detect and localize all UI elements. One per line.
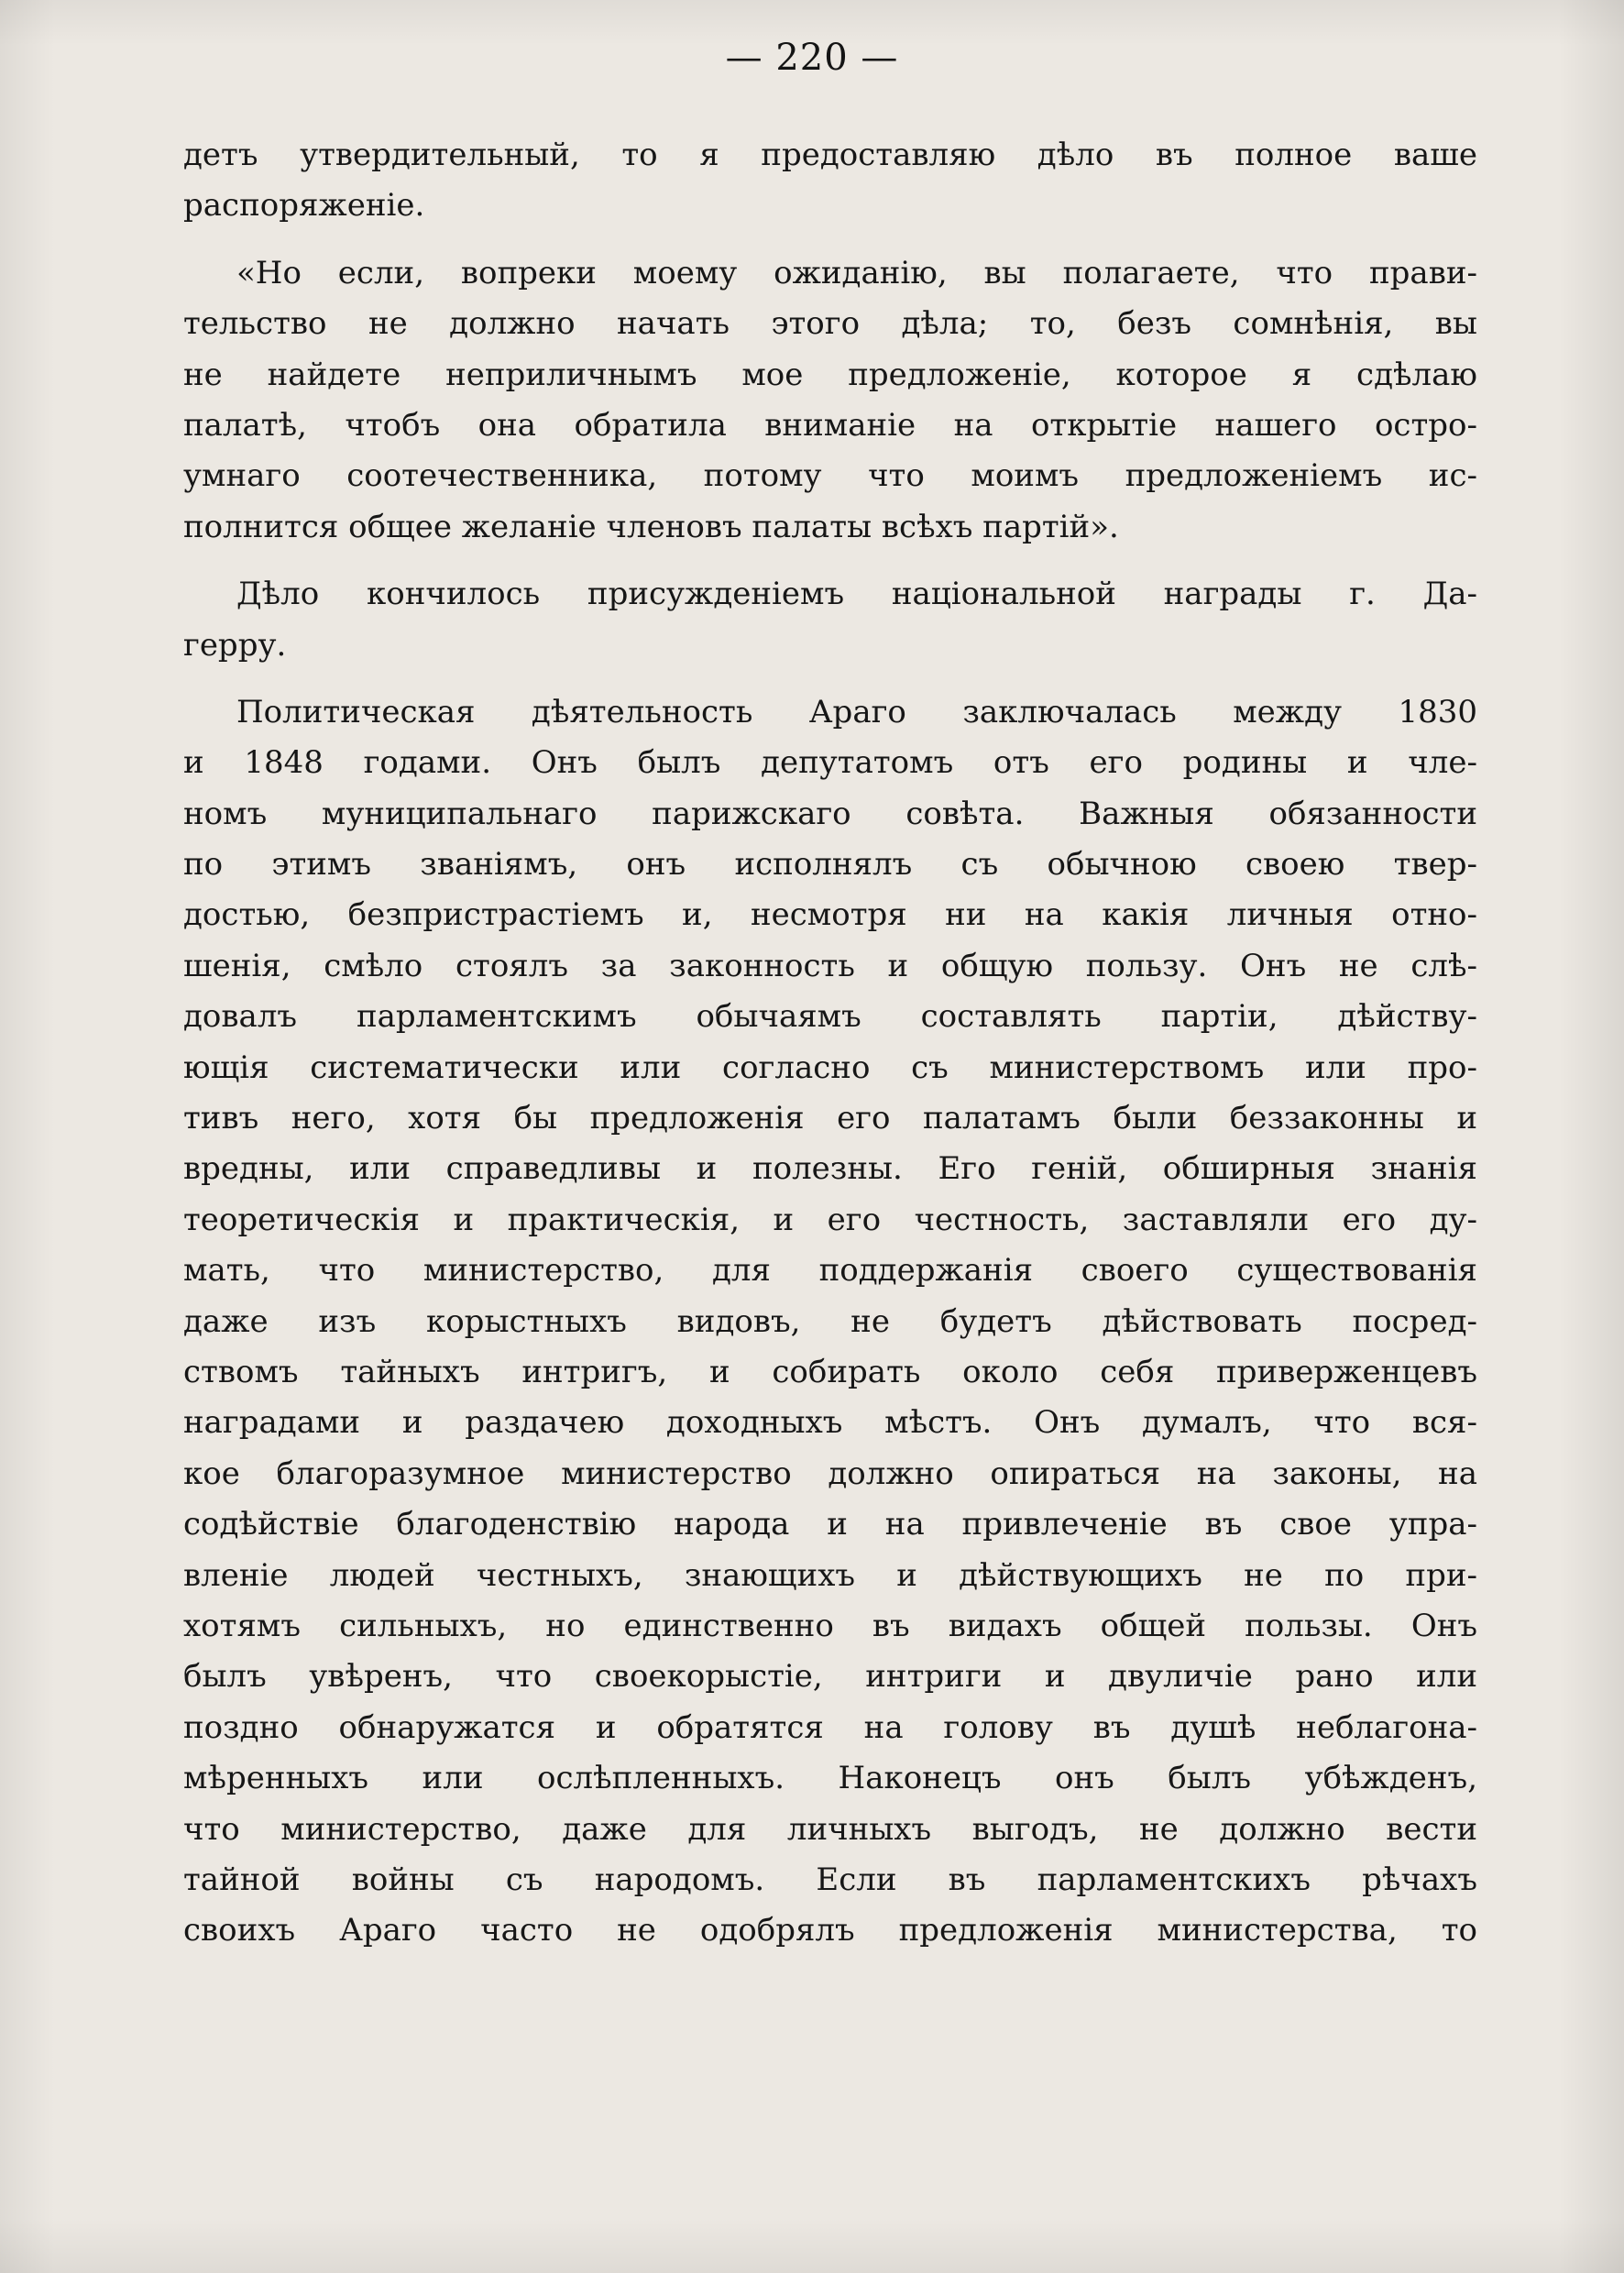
text-line: вленіе людей честныхъ, знающихъ и дѣйствующихъ не по при- — [183, 1556, 1477, 1594]
text-line: былъ увѣренъ, что своекорыстіе, интриги и двуличіе рано или — [183, 1658, 1477, 1696]
text-line: шенія, смѣло стоялъ за законность и общую пользу. Онъ не слѣ- — [183, 947, 1477, 984]
text-line: герру. — [183, 626, 287, 664]
text-line: и 1848 годами. Онъ былъ депутатомъ отъ его родины и чле- — [183, 744, 1477, 782]
text-line: своихъ Араго часто не одобрялъ предложенія министерства, то — [183, 1912, 1477, 1949]
text-line: «Но если, вопреки моему ожиданію, вы полагаете, что прави- — [236, 254, 1477, 291]
text-line: достью, безпристрастіемъ и, несмотря ни на какія личныя отно- — [183, 896, 1477, 934]
page-number: — 220 — — [725, 37, 899, 79]
text-line: тивъ него, хотя бы предложенія его палатамъ были беззаконны и — [183, 1100, 1477, 1137]
paragraph-political-activity — [183, 687, 1477, 1957]
text-line: вредны, или справедливы и полезны. Его геній, обширныя знанія — [183, 1150, 1477, 1188]
text-line: содѣйствіе благоденствію народа и на привлеченіе въ свое упра- — [183, 1506, 1477, 1543]
text-line: номъ муниципальнаго парижскаго совѣта. Важныя обязанности — [183, 795, 1477, 832]
text-line: наградами и раздачею доходныхъ мѣстъ. Онъ думалъ, что вся- — [183, 1404, 1477, 1442]
text-line: по этимъ званіямъ, онъ исполнялъ съ обычною своею твер- — [183, 846, 1477, 884]
page-body — [183, 130, 1477, 1973]
text-line: довалъ парламентскимъ обычаямъ составлять партіи, дѣйству- — [183, 998, 1477, 1036]
paragraph-daguerre — [183, 569, 1477, 671]
text-line: Дѣло кончилось присужденіемъ національной награды г. Да- — [236, 576, 1477, 613]
text-line: что министерство, даже для личныхъ выгодъ, не должно вести — [183, 1810, 1477, 1848]
text-line: хотямъ сильныхъ, но единственно въ видахъ общей пользы. Онъ — [183, 1607, 1477, 1644]
text-line: мѣренныхъ или ослѣпленныхъ. Наконецъ онъ былъ убѣжденъ, — [183, 1760, 1477, 1797]
text-line: тельство не должно начать этого дѣла; то, безъ сомнѣнія, вы — [183, 305, 1477, 343]
text-line: кое благоразумное министерство должно опираться на законы, на — [183, 1455, 1477, 1492]
text-line: детъ утвердительный, то я предоставляю дѣло въ полное ваше — [183, 137, 1477, 173]
text-line: умнаго соотечественника, потому что моимъ предложеніемъ ис- — [183, 457, 1477, 495]
text-line: теоретическія и практическія, и его честность, заставляли его ду- — [183, 1201, 1477, 1238]
text-line: распоряженіе. — [183, 187, 425, 225]
text-line: поздно обнаружатся и обратятся на голову въ душѣ неблагона- — [183, 1708, 1477, 1746]
text-line: мать, что министерство, для поддержанія своего существованія — [183, 1252, 1477, 1290]
text-line: Политическая дѣятельность Араго заключалась между 1830 — [236, 693, 1477, 730]
text-line: тайной войны съ народомъ. Если въ парламентскихъ рѣчахъ — [183, 1861, 1477, 1898]
text-line: палатѣ, чтобъ она обратила вниманіе на открытіе нашего остро- — [183, 406, 1477, 444]
text-line: ствомъ тайныхъ интригъ, и собирать около себя приверженцевъ — [183, 1353, 1477, 1390]
text-line: ющія систематически или согласно съ министерствомъ или про- — [183, 1049, 1477, 1086]
text-line: даже изъ корыстныхъ видовъ, не будетъ дѣйствовать посред- — [183, 1302, 1477, 1340]
text-line: не найдете неприличнымъ мое предложеніе, которое я сдѣлаю — [183, 356, 1477, 393]
text-line: полнится общее желаніе членовъ палаты всѣхъ партій». — [183, 508, 1119, 545]
paragraph-quote — [183, 248, 1477, 553]
paragraph-continuation — [183, 130, 1477, 232]
